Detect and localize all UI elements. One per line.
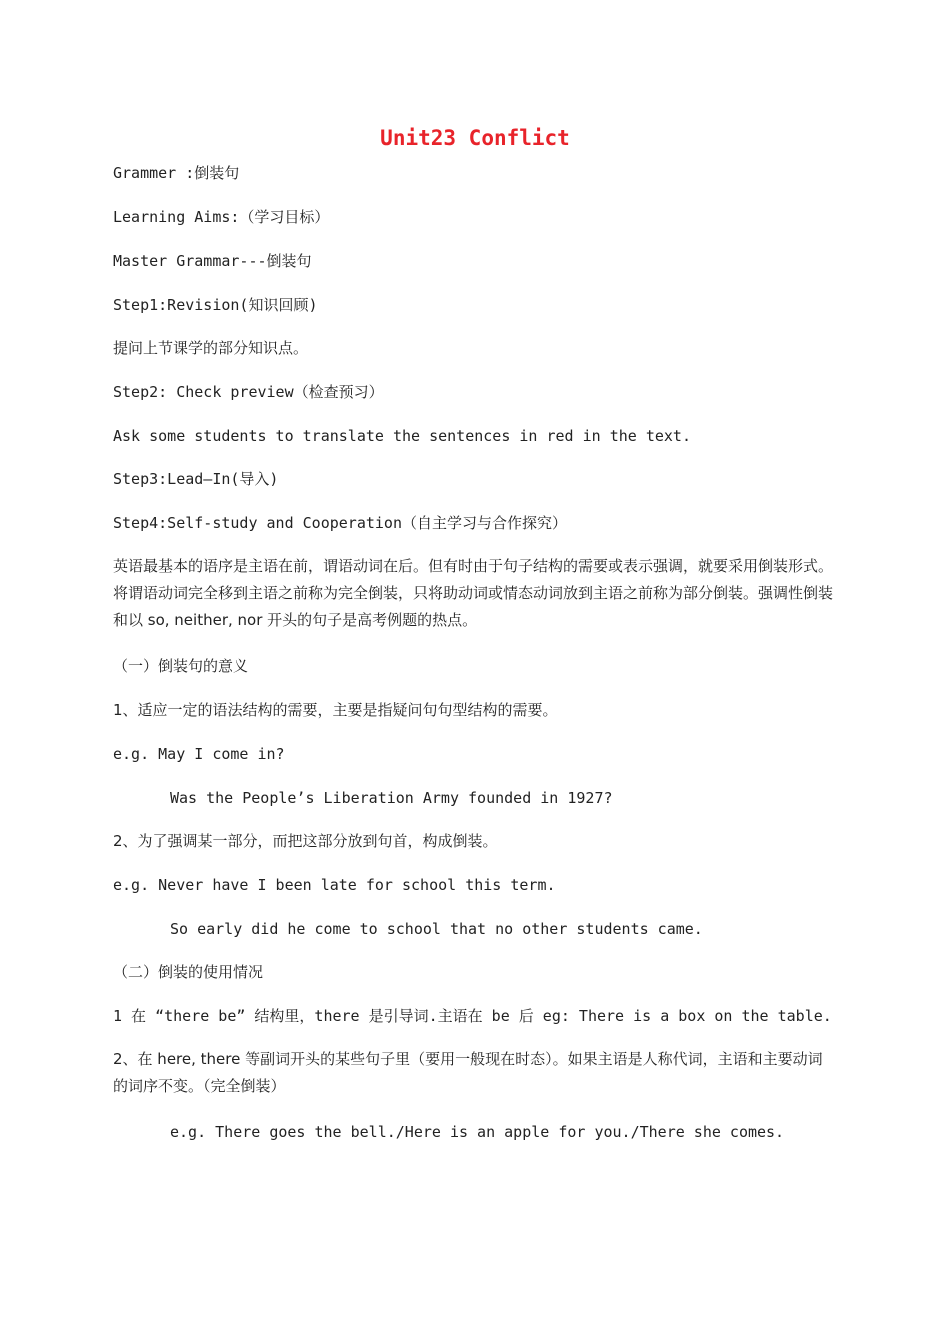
- step1-detail-line: 提问上节课学的部分知识点。: [113, 339, 309, 357]
- step1-line: Step1:Revision(知识回顾): [113, 296, 318, 314]
- step4-line: Step4:Self-study and Cooperation（自主学习与合作探究）: [113, 514, 567, 532]
- section1-heading: （一）倒装句的意义: [113, 657, 249, 675]
- grammar-topic-line: Grammer :倒装句: [113, 164, 240, 182]
- section2-point2: 2、在 here, there 等副词开头的某些句子里（要用一般现在时态）。如果主语是人称代词，主语和主要动词的词序不变。（完全倒装）: [113, 1050, 823, 1095]
- intro-paragraph: 英语最基本的语序是主语在前，谓语动词在后。但有时由于句子结构的需要或表示强调，就要采用倒装形式。将谓语动词完全移到主语之前称为完全倒装，只将助动词或情态动词放到主语之前称为部分倒装。强调性倒装和以 so, neither, nor 开头的句子是高考例题的热点。: [113, 557, 834, 629]
- section1-point1-example1: e.g. May I come in?: [113, 745, 285, 763]
- step3-line: Step3:Lead—In(导入): [113, 470, 279, 488]
- section1-point2-example2: So early did he come to school that no other students came.: [170, 920, 703, 938]
- section2-point2-example: e.g. There goes the bell./Here is an apple for you./There she comes.: [170, 1123, 785, 1141]
- section1-point2-example1: e.g. Never have I been late for school this term.: [113, 876, 556, 894]
- section2-heading: （二）倒装的使用情况: [113, 963, 264, 981]
- learning-aims-line: Learning Aims:（学习目标）: [113, 208, 330, 226]
- section1-point1: 1、适应一定的语法结构的需要，主要是指疑问句句型结构的需要。: [113, 701, 558, 719]
- master-grammar-line: Master Grammar---倒装句: [113, 252, 312, 270]
- section1-point1-example2: Was the People’s Liberation Army founded in 1927?: [170, 789, 613, 807]
- document-title: Unit23 Conflict: [380, 126, 570, 150]
- step2-detail-line: Ask some students to translate the sentences in red in the text.: [113, 427, 691, 445]
- section2-point1: 1 在 “there be” 结构里，there 是引导词.主语在 be 后 eg: There is a box on the table.: [113, 1007, 832, 1025]
- section1-point2: 2、为了强调某一部分，而把这部分放到句首，构成倒装。: [113, 832, 498, 850]
- step2-line: Step2: Check preview（检查预习）: [113, 383, 384, 401]
